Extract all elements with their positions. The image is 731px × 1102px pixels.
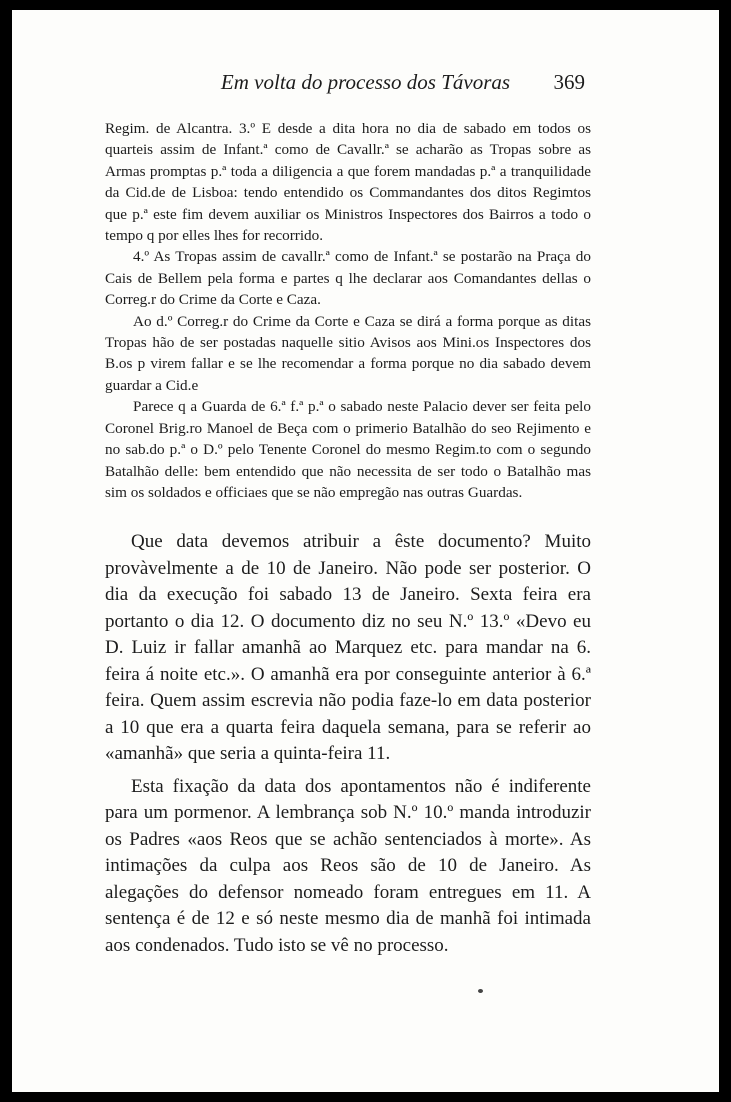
quoted-paragraph: Parece q a Guarda de 6.ª f.ª p.ª o sabado neste Palacio dever ser feita pelo Coronel Brig.ro Manoel de Beça com o primerio Batalhão do seo Rejimento e no sab.do p.ª o D.º pelo Tenente Coronel do mesmo Regim.to com o segundo Batalhão delle: bem entendido que não necessita de ser todo o Batalhão mas sim os soldados e officiaes que se não empregão nas outras Guardas.	[105, 398, 591, 501]
body-paragraph: Que data devemos atribuir a êste documento? Muito provàvelmente a de 10 de Janeiro. Não pode ser posterior. O dia da execução foi sabado 13 de Janeiro. Sexta feira era portanto o dia 12. O documento diz no seu N.º 13.º «Devo eu D. Luiz ir fallar amanhã ao Marquez etc. para mandar na 6. feira á noite etc.». O amanhã era por conseguinte anterior à 6.ª feira. Quem assim escrevia não podia faze-lo em data posterior a 10 que era a quarta feira daquela semana, para se referir ao «amanhã» que seria a quinta-feira 11.	[105, 531, 591, 764]
quoted-paragraph: 4.º As Tropas assim de cavallr.ª como de Infant.ª se postarão na Praça do Cais de Bellem pela forma e partes q lhe declarar aos Comandantes dellas o Correg.r do Crime da Corte e Caza.	[105, 248, 591, 309]
running-title: Em volta do processo dos Távoras	[220, 70, 511, 94]
quoted-document	[105, 118, 591, 503]
page-number: 369	[553, 70, 585, 94]
book-page	[12, 10, 719, 1092]
quoted-paragraph: Regim. de Alcantra. 3.º E desde a dita hora no dia de sabado em todos os quarteis assim de Infant.ª como de Cavallr.ª se acharão as Tropas sobre as Armas promptas p.ª toda a diligencia a que forem mandadas p.ª a tranquilidade da Cid.de de Lisboa: tendo entendido os Commandantes dos ditos Regimtos que p.ª este fim devem auxiliar os Ministros Inspectores dos Bairros a todo o tempo q por elles lhes for recorrido.	[105, 120, 591, 245]
ink-speck	[478, 989, 483, 993]
body-text	[105, 529, 591, 959]
body-paragraph: Esta fixação da data dos apontamentos não é indiferente para um pormenor. A lembrança sob N.º 10.º manda introduzir os Padres «aos Reos que se achão sentenciados à morte». As intimações da culpa aos Reos são de 10 de Janeiro. As alegações do defensor nomeado foram entregues em 11. A sentença é de 12 e só neste mesmo dia de manhã foi intimada aos condenados. Tudo isto se vê no processo.	[105, 775, 591, 956]
running-header	[12, 70, 719, 100]
quoted-paragraph: Ao d.º Correg.r do Crime da Corte e Caza se dirá a forma porque as ditas Tropas hão de ser postadas naquelle sitio Avisos aos Mini.os Inspectores dos B.os p virem fallar e se lhe recomendar a forma porque no dia sabado devem guardar a Cid.e	[105, 312, 591, 394]
